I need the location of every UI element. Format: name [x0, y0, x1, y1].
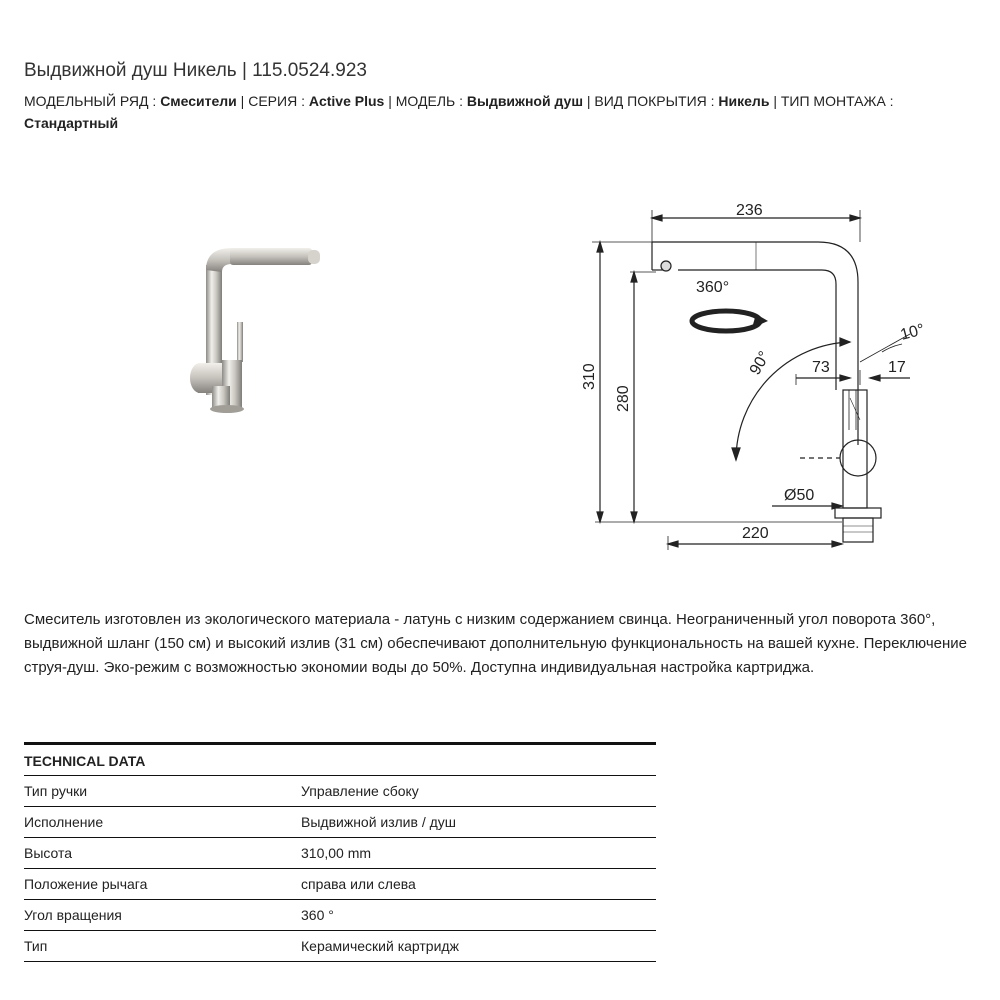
technical-data-table: [24, 742, 656, 962]
row-key: Положение рычага: [24, 876, 148, 892]
row-value: Управление сбоку: [301, 783, 419, 799]
dim-73-label: 73: [812, 359, 830, 376]
meta-label-model: МОДЕЛЬ :: [395, 93, 467, 109]
faucet-photo: [150, 210, 340, 430]
meta-separator: |: [769, 93, 781, 109]
table-row: [24, 776, 656, 807]
meta-value-mount: Стандартный: [24, 115, 119, 131]
meta-label-range: МОДЕЛЬНЫЙ РЯД :: [24, 93, 161, 109]
rotation-icon: [692, 311, 768, 331]
page-title: Выдвижной душ Никель | 115.0524.923: [24, 60, 367, 81]
technical-data-heading: TECHNICAL DATA: [24, 745, 656, 776]
table-row: [24, 869, 656, 900]
dim-width-label: 236: [736, 202, 763, 219]
meta-label-series: СЕРИЯ :: [248, 93, 309, 109]
table-row: [24, 838, 656, 869]
meta-separator: |: [582, 93, 595, 109]
row-key: Высота: [24, 845, 73, 861]
table-row: [24, 931, 656, 962]
angle-10-label: 10°: [898, 321, 927, 344]
dim-height-spout-label: 280: [615, 385, 632, 412]
row-value: справа или слева: [301, 876, 416, 892]
product-description: Смеситель изготовлен из экологического материала - латунь с низким содержанием свинца. Неограниченный угол поворота 360°, выдвижной шланг (150 см) и высокий излив (31 см) обеспечивают дополнительную функциональность на вашей кухне. Переключение струя-душ. Эко-режим с возможностью экономии воды до 50%. Доступна индивидуальная настройка картриджа.: [24, 611, 968, 676]
meta-value-range: Смесители: [160, 93, 237, 109]
technical-drawing: [560, 180, 980, 580]
meta-separator: |: [384, 93, 396, 109]
row-value: Выдвижной излив / душ: [301, 814, 456, 830]
dim-base-label: 220: [742, 525, 769, 542]
product-meta: [24, 90, 974, 134]
table-row: [24, 807, 656, 838]
row-key: Исполнение: [24, 814, 104, 830]
dim-17-label: 17: [888, 359, 906, 376]
meta-value-model: Выдвижной душ: [466, 93, 583, 109]
row-value: Керамический картридж: [301, 938, 459, 954]
row-key: Тип: [24, 938, 48, 954]
row-key: Тип ручки: [24, 783, 88, 799]
rotation-label: 360°: [696, 279, 730, 296]
dim-height-total-label: 310: [581, 363, 598, 390]
diameter-label: Ø50: [784, 487, 815, 504]
meta-value-finish: Никель: [718, 93, 770, 109]
meta-value-series: Active Plus: [308, 93, 385, 109]
meta-separator: |: [236, 93, 249, 109]
meta-label-finish: ВИД ПОКРЫТИЯ :: [594, 93, 719, 109]
meta-label-mount: ТИП МОНТАЖА :: [780, 93, 894, 109]
angle-90-label: 90°: [746, 348, 774, 378]
row-value: 360 °: [301, 907, 334, 923]
row-value: 310,00 mm: [301, 845, 372, 861]
row-key: Угол вращения: [24, 907, 122, 923]
table-row: [24, 900, 656, 931]
